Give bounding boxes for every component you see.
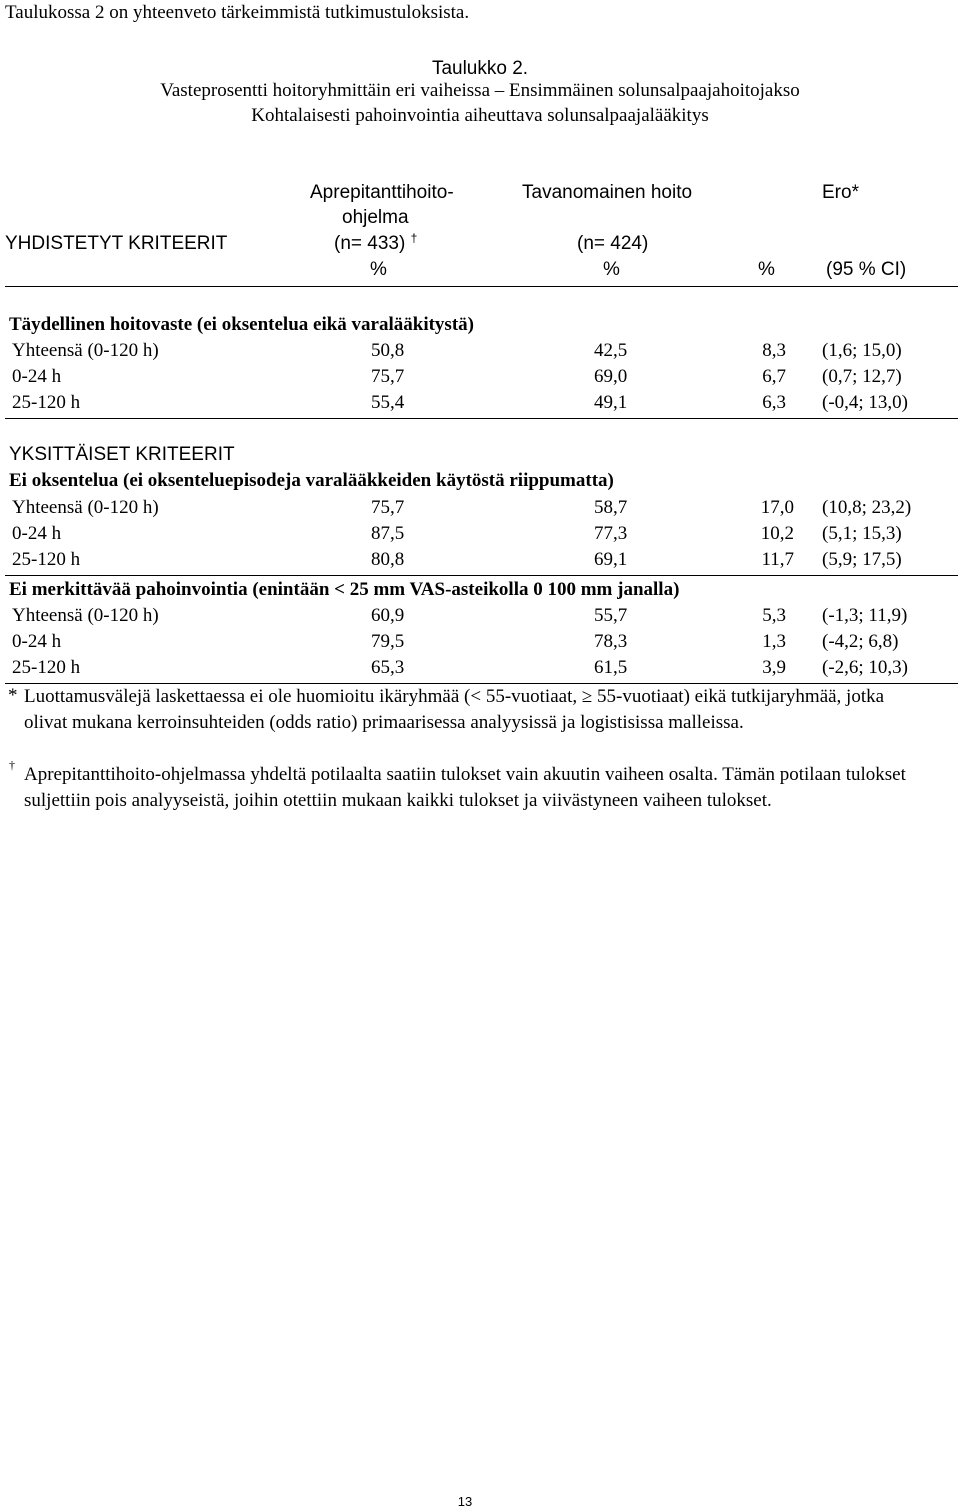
unit-aprepitant: % (370, 259, 387, 280)
cell-standard: 69,1 (594, 549, 628, 570)
row-label: 25-120 h (12, 549, 81, 570)
cell-standard: 69,0 (594, 366, 628, 387)
row-label: Yhteensä (0-120 h) (12, 340, 159, 361)
cell-difference: 8,3 (762, 340, 786, 361)
cell-aprepitant: 55,4 (371, 392, 405, 413)
cell-difference: 5,3 (762, 605, 786, 626)
cell-standard: 78,3 (594, 631, 628, 652)
cell-ci: (-2,6; 10,3) (822, 657, 909, 678)
table-subtitle: Vasteprosentti hoitoryhmittäin eri vaiheissa – Ensimmäinen solunsalpaajahoitojakso (160, 80, 800, 101)
header-rule (5, 286, 958, 287)
row-label: Yhteensä (0-120 h) (12, 497, 159, 518)
cell-difference: 10,2 (760, 523, 794, 544)
cell-aprepitant: 60,9 (371, 605, 405, 626)
col-header-standard: Tavanomainen hoito (522, 182, 693, 203)
unit-standard: % (603, 259, 620, 280)
footnote-star-mark: * (8, 685, 18, 706)
unit-ci: (95 % CI) (826, 259, 907, 280)
footnote-dagger-mark: † (9, 758, 15, 772)
dagger-mark: † (410, 231, 418, 245)
col-header-aprepitant: Aprepitanttihoito- (310, 182, 454, 203)
cell-ci: (-1,3; 11,9) (822, 605, 908, 626)
page-number: 13 (457, 1494, 473, 1509)
cell-aprepitant: 79,5 (371, 631, 405, 652)
cell-ci: (5,1; 15,3) (822, 523, 902, 544)
row-label: Yhteensä (0-120 h) (12, 605, 159, 626)
row-label: 0-24 h (12, 366, 62, 387)
col-header-aprepitant-2: ohjelma (342, 207, 409, 228)
section-rule (5, 575, 958, 576)
table-subtitle-2: Kohtalaisesti pahoinvointia aiheuttava solunsalpaajalääkitys (251, 105, 709, 126)
cell-ci: (-0,4; 13,0) (822, 392, 909, 413)
cell-aprepitant: 65,3 (371, 657, 405, 678)
cell-ci: (5,9; 17,5) (822, 549, 902, 570)
table-title: Taulukko 2. (431, 58, 529, 79)
row-label: 0-24 h (12, 631, 62, 652)
col-header-difference: Ero* (822, 182, 859, 203)
cell-ci: (1,6; 15,0) (822, 340, 902, 361)
footnote-star: Luottamusvälejä laskettaessa ei ole huomioitu ikäryhmää (< 55-vuotiaat, ≥ 55-vuotiaat) eikä tutkijaryhmää, jotka olivat mukana kerroinsuhteiden (odds ratio) primaarisessa analyysissä ja logistisissa malleissa. (24, 686, 885, 733)
cell-standard: 49,1 (594, 392, 628, 413)
cell-ci: (-4,2; 6,8) (822, 631, 899, 652)
cell-standard: 77,3 (594, 523, 628, 544)
footnote-dagger: Aprepitanttihoito-ohjelmassa yhdeltä potilaalta saatiin tulokset vain akuutin vaiheen osalta. Tämän potilaan tulokset suljettiin pois analyyseistä, joihin otettiin mukaan kaikki tulokset ja viivästyneen vaiheen tulokset. (24, 764, 906, 811)
cell-aprepitant: 75,7 (371, 497, 405, 518)
cell-difference: 3,9 (762, 657, 786, 678)
col-n-standard: (n= 424) (577, 233, 649, 254)
section-heading: Ei oksentelua (ei oksenteluepisodeja varalääkkeiden käytöstä riippumatta) (9, 470, 614, 491)
section-heading: Täydellinen hoitovaste (ei oksentelua eikä varalääkitystä) (9, 314, 474, 335)
cell-ci: (10,8; 23,2) (822, 497, 912, 518)
section-heading: Ei merkittävää pahoinvointia (enintään < 25 mm VAS-asteikolla 0 100 mm janalla) (9, 579, 680, 600)
intro-text: Taulukossa 2 on yhteenveto tärkeimmistä tutkimustuloksista. (5, 2, 470, 23)
row-label: 25-120 h (12, 657, 81, 678)
group-heading: YKSITTÄISET KRITEERIT (9, 444, 235, 465)
col-n-aprepitant: (n= 433) † (334, 231, 418, 254)
cell-difference: 6,3 (762, 392, 786, 413)
cell-standard: 42,5 (594, 340, 628, 361)
row-label: 0-24 h (12, 523, 62, 544)
cell-aprepitant: 80,8 (371, 549, 405, 570)
cell-difference: 11,7 (761, 549, 794, 570)
header-combined-criteria: YHDISTETYT KRITEERIT (5, 233, 228, 254)
cell-aprepitant: 50,8 (371, 340, 405, 361)
cell-difference: 17,0 (760, 497, 794, 518)
cell-aprepitant: 87,5 (371, 523, 405, 544)
cell-difference: 1,3 (762, 631, 786, 652)
cell-standard: 61,5 (594, 657, 628, 678)
cell-standard: 55,7 (594, 605, 628, 626)
section-rule (5, 418, 958, 419)
unit-difference: % (758, 259, 775, 280)
row-label: 25-120 h (12, 392, 81, 413)
cell-aprepitant: 75,7 (371, 366, 405, 387)
cell-ci: (0,7; 12,7) (822, 366, 902, 387)
cell-difference: 6,7 (762, 366, 786, 387)
cell-standard: 58,7 (594, 497, 628, 518)
